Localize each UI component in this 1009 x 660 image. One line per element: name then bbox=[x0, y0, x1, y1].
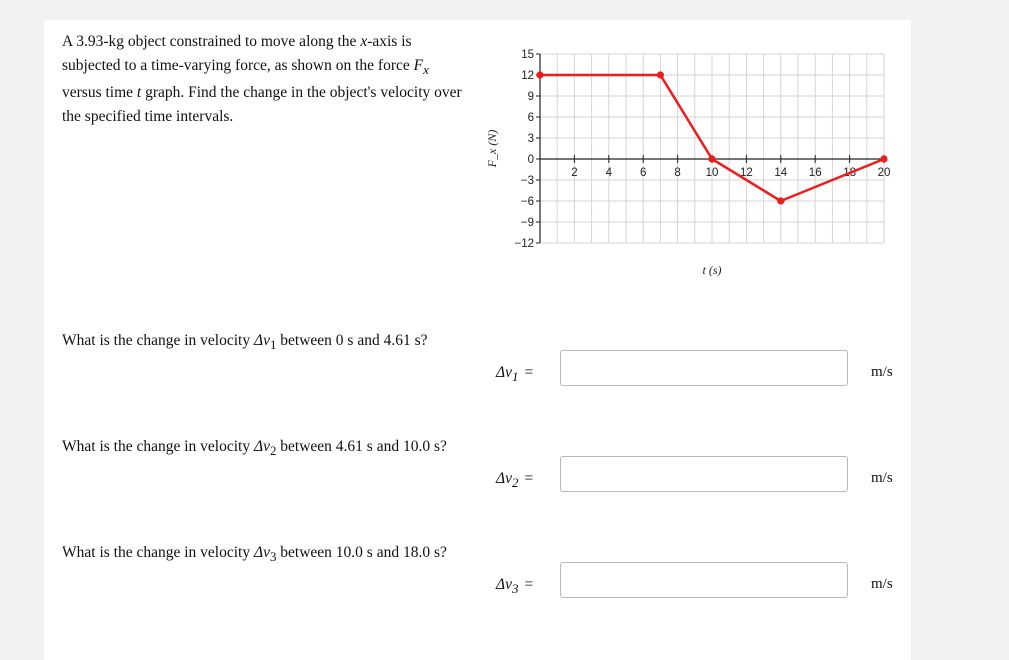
force-data-point bbox=[777, 197, 784, 204]
chart-ticks bbox=[514, 49, 890, 250]
x-axis-label: t (s) bbox=[702, 263, 722, 277]
y-tick-label: 9 bbox=[527, 91, 534, 103]
question-2 bbox=[62, 438, 447, 459]
x-tick-label: 18 bbox=[843, 167, 856, 179]
answer-2-sub: 2 bbox=[511, 475, 519, 491]
question-2-text-before: What is the change in velocity bbox=[62, 438, 254, 455]
answer-1-label bbox=[496, 364, 533, 385]
problem-text-4: graph. Find the change in the object's velocity over the specified time intervals. bbox=[62, 84, 462, 125]
question-1 bbox=[62, 332, 428, 353]
y-tick-label: 12 bbox=[521, 70, 534, 82]
x-tick-label: 2 bbox=[571, 167, 578, 179]
x-tick-label: 4 bbox=[605, 167, 613, 179]
y-tick-label: 0 bbox=[527, 154, 534, 166]
force-data-point bbox=[536, 71, 543, 78]
answer-2-input[interactable] bbox=[560, 456, 848, 492]
answer-3-label bbox=[496, 576, 533, 597]
question-3-sub: 3 bbox=[269, 549, 277, 565]
x-variable: x bbox=[360, 33, 368, 50]
y-tick-label: 3 bbox=[527, 133, 534, 145]
answer-2-label bbox=[496, 470, 533, 491]
answer-3-sub: 3 bbox=[511, 581, 519, 597]
y-tick-label: −12 bbox=[514, 238, 534, 250]
y-tick-label: −6 bbox=[520, 196, 534, 208]
answer-3-symbol: Δv bbox=[496, 576, 512, 593]
x-tick-label: 10 bbox=[705, 167, 719, 179]
force-data-point bbox=[880, 155, 887, 162]
y-tick-label: 15 bbox=[521, 49, 534, 61]
y-axis-label: F_x (N) bbox=[485, 129, 499, 168]
y-tick-label: 6 bbox=[527, 112, 534, 124]
t-variable: t bbox=[136, 84, 142, 102]
x-tick-label: 14 bbox=[774, 167, 788, 179]
chart-svg bbox=[478, 40, 898, 285]
answer-3-unit: m/s bbox=[871, 576, 893, 592]
answer-3-equals: = bbox=[524, 576, 534, 593]
question-2-sub: 2 bbox=[269, 443, 277, 459]
problem-text-1: A 3.93-kg object constrained to move along the bbox=[62, 33, 361, 50]
question-3-text-before: What is the change in velocity bbox=[62, 544, 254, 561]
y-tick-label: −3 bbox=[520, 175, 534, 187]
question-2-symbol: Δv bbox=[253, 438, 270, 455]
answer-1-equals: = bbox=[524, 364, 534, 381]
y-tick-label: −9 bbox=[520, 217, 534, 229]
question-3-symbol: Δv bbox=[253, 544, 270, 561]
question-2-text-after: between 4.61 s and 10.0 s? bbox=[276, 438, 447, 455]
force-subscript: x bbox=[423, 61, 429, 77]
problem-text-2: -axis is subjected to a time-varying force, as shown on the force bbox=[62, 33, 414, 74]
answer-2-unit: m/s bbox=[871, 470, 893, 486]
question-1-sub: 1 bbox=[269, 337, 277, 353]
x-tick-label: 8 bbox=[674, 167, 681, 179]
question-1-symbol: Δv bbox=[253, 332, 270, 349]
x-tick-label: 16 bbox=[808, 167, 822, 179]
force-data-point bbox=[708, 155, 715, 162]
answer-1-symbol: Δv bbox=[496, 364, 512, 381]
force-variable: F bbox=[413, 56, 424, 74]
force-time-chart bbox=[478, 40, 898, 285]
force-data-point bbox=[657, 71, 664, 78]
problem-text-3: versus time bbox=[62, 84, 137, 102]
x-tick-label: 12 bbox=[740, 167, 753, 179]
x-tick-label: 20 bbox=[877, 167, 891, 179]
question-1-text-after: between 0 s and 4.61 s? bbox=[276, 332, 428, 349]
answer-1-sub: 1 bbox=[511, 369, 519, 385]
answer-1-unit: m/s bbox=[871, 364, 893, 380]
chart-grid bbox=[540, 54, 884, 243]
question-1-text-before: What is the change in velocity bbox=[62, 332, 254, 349]
answer-3-input[interactable] bbox=[560, 562, 848, 598]
question-3-text-after: between 10.0 s and 18.0 s? bbox=[276, 544, 447, 561]
answer-2-symbol: Δv bbox=[496, 470, 512, 487]
answer-1-input[interactable] bbox=[560, 350, 848, 386]
problem-statement bbox=[62, 30, 462, 128]
x-tick-label: 6 bbox=[639, 167, 647, 179]
question-3 bbox=[62, 544, 447, 565]
answer-2-equals: = bbox=[524, 470, 534, 487]
